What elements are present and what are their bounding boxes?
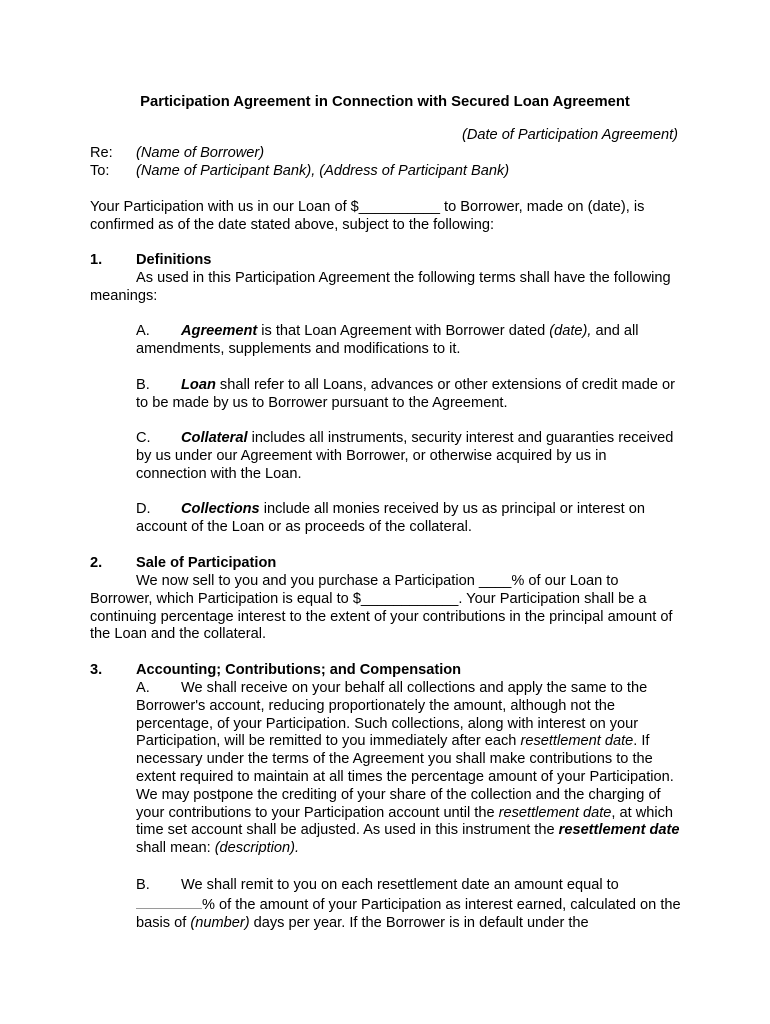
definition-c-letter: C.	[136, 430, 151, 446]
definition-c-text: includes all instruments, security interest and guaranties received by us under our Agreement with Borrower, or otherwise acquired by us in connection with the Loan.	[136, 430, 674, 482]
definition-d-text: include all monies received by us as principal or interest on account of the Loan or as proceeds of the collateral.	[136, 501, 645, 535]
section-3-title: Accounting; Contributions; and Compensation	[136, 662, 462, 678]
borrower-name: (Name of Borrower)	[136, 145, 265, 161]
definition-a-letter: A.	[136, 323, 150, 339]
section-2-number: 2.	[90, 555, 103, 571]
definition-c	[136, 430, 681, 483]
definition-c-term: Collateral	[181, 430, 248, 446]
section-3-a-text: We shall receive on your behalf all collections and apply the same to the Borrower's account, reducing proportionately the amount, although not the percentage, of your Participation. Such collections, along with interest on your Participation, will be remitted to you immediately after each	[136, 680, 648, 750]
section-1-number: 1.	[90, 252, 103, 268]
section-3-a-term-3: resettlement date	[558, 822, 680, 839]
to-label: To:	[90, 162, 110, 179]
definition-b-letter: B.	[136, 377, 150, 393]
participant-bank: (Name of Participant Bank), (Address of Participant Bank)	[136, 162, 510, 179]
section-2-paragraph	[90, 573, 680, 644]
section-3-b-number: (number)	[190, 914, 250, 931]
section-1-title: Definitions	[136, 252, 212, 268]
definition-a-text-2: and all amendments, supplements and modifications to it.	[136, 323, 639, 357]
section-3-a-text-3: , at which time set account shall be adjusted. As used in this instrument the	[136, 804, 674, 839]
definition-d-letter: D.	[136, 501, 151, 517]
re-to-block	[90, 145, 690, 181]
section-2-text: We now sell to you and you purchase a Participation ____% of our Loan to Borrower, which Participation is equal to $____________. Your Participation shall be a continuing percentage interest to the extent of your contributions in the principal amount of the Loan and the collateral.	[90, 573, 673, 643]
section-3-a-term-1: resettlement date	[520, 733, 634, 750]
section-3-a-description: (description).	[214, 840, 300, 857]
section-1-lead-text: As used in this Participation Agreement the following terms shall have the following meanings:	[90, 270, 671, 304]
definition-b	[136, 377, 681, 413]
section-3-a-text-4: shall mean:	[136, 840, 215, 857]
section-3-number: 3.	[90, 662, 103, 678]
section-3-b-text-2: % of the amount of your Participation as interest earned, calculated on the basis of	[136, 896, 681, 931]
section-3-a-letter: A.	[136, 680, 150, 696]
intro-paragraph: Your Participation with us in our Loan of $__________ to Borrower, made on (date), is confirmed as of the date stated above, subject to the following:	[90, 199, 645, 233]
document-title: Participation Agreement in Connection with Secured Loan Agreement	[140, 94, 630, 110]
section-2-heading	[90, 555, 680, 573]
section-3-b-text: We shall remit to you on each resettlement date an amount equal to	[181, 877, 619, 893]
section-3-b-text-3: days per year. If the Borrower is in default under the	[249, 914, 589, 931]
section-3-a-term-2: resettlement date	[498, 804, 612, 821]
percentage-blank	[136, 895, 202, 909]
section-3-a	[136, 680, 681, 858]
section-2-title: Sale of Participation	[136, 555, 277, 571]
section-3-a-text-2: . If necessary under the terms of the Agreement you shall make contributions to the extent required to maintain at all times the percentage amount of your Participation. We may postpone the crediting of your share of the collection and the charging of your contributions to your Participation account until the	[136, 733, 674, 821]
definition-d-term: Collections	[181, 501, 260, 517]
section-3-b-letter: B.	[136, 877, 150, 893]
definition-a-text: is that Loan Agreement with Borrower dated	[257, 323, 550, 339]
re-label: Re:	[90, 145, 113, 161]
definition-b-term: Loan	[181, 377, 216, 393]
section-1-lead	[90, 270, 680, 306]
section-3-heading	[90, 662, 680, 680]
definition-d	[136, 501, 681, 537]
to-line	[90, 163, 690, 181]
section-1-heading	[90, 252, 680, 270]
section-3-b	[136, 877, 681, 932]
definition-a-date: (date),	[549, 323, 592, 339]
date-of-agreement: (Date of Participation Agreement)	[461, 127, 678, 143]
definition-b-text: shall refer to all Loans, advances or other extensions of credit made or to be made by us to Borrower pursuant to the Agreement.	[136, 377, 676, 411]
definition-a	[136, 323, 681, 359]
definition-a-term: Agreement	[181, 323, 258, 339]
re-line	[90, 145, 690, 163]
